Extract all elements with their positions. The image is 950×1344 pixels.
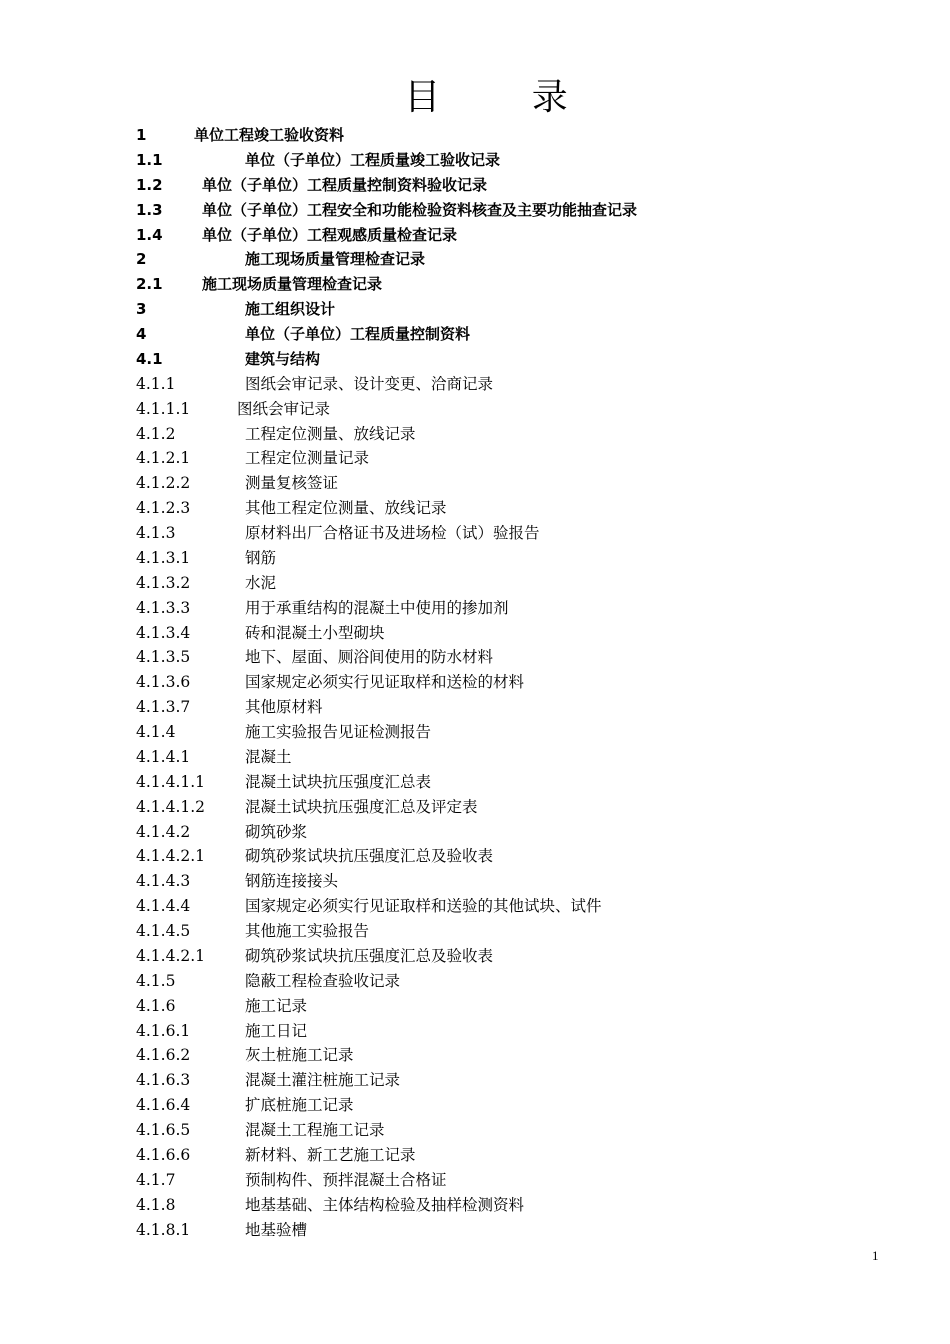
page-title: 目 录 [404, 77, 608, 118]
toc-entry-title: 国家规定必须实行见证取样和送检的材料 [245, 673, 525, 692]
toc-entry-number: 4.1.4 [136, 723, 176, 741]
toc-entry [136, 869, 836, 894]
toc-entry-number: 4.1.2.2 [136, 474, 191, 493]
toc-entry [136, 645, 836, 670]
toc-entry [136, 297, 836, 322]
toc-entry-number: 4.1.3.3 [136, 598, 191, 617]
toc-entry [136, 844, 836, 869]
toc-entry-number: 4.1.4.1.2 [136, 797, 206, 816]
toc-entry [136, 1019, 836, 1044]
toc-entry-number: 4.1.6.3 [136, 1071, 191, 1090]
toc-entry [136, 820, 836, 845]
toc-entry-title: 单位（子单位）工程质量控制资料 [245, 325, 471, 343]
toc-entry-number: 4.1.2 [136, 424, 176, 443]
toc-entry [136, 596, 836, 621]
toc-entry [136, 1068, 836, 1093]
toc-entry [136, 1218, 836, 1243]
toc-entry [136, 944, 836, 969]
toc-entry [136, 720, 836, 745]
toc-entry [136, 571, 836, 596]
toc-entry-number: 2 [136, 250, 147, 269]
toc-entry-title: 建筑与结构 [245, 349, 321, 368]
toc-entry [136, 745, 836, 770]
toc-entry [136, 546, 836, 571]
toc-entry [136, 123, 836, 148]
toc-entry [136, 422, 836, 447]
toc-entry [136, 621, 836, 646]
toc-entry-number: 1 [136, 126, 147, 144]
toc-entry-number: 4.1.8.1 [136, 1220, 191, 1239]
toc-entry-number: 4.1.3 [136, 524, 176, 542]
toc-entry [136, 397, 836, 422]
toc-entry [136, 795, 836, 820]
toc-entry-number: 4.1.3.7 [136, 698, 191, 717]
toc-entry-number: 4.1.8 [136, 1195, 176, 1214]
toc-entry [136, 272, 836, 297]
toc-entry-title: 施工日记 [245, 1021, 308, 1040]
toc-entry-title: 预制构件、预拌混凝土合格证 [245, 1170, 447, 1189]
toc-entry [136, 919, 836, 944]
toc-entry-title: 砌筑砂浆试块抗压强度汇总及验收表 [245, 946, 494, 965]
toc-entry-number: 4.1.6 [136, 996, 176, 1015]
toc-entry-title: 砌筑砂浆 [245, 822, 308, 841]
toc-entry-title: 施工实验报告见证检测报告 [245, 723, 432, 741]
toc-entry [136, 198, 836, 223]
toc-entry-title: 混凝土灌注桩施工记录 [245, 1071, 401, 1090]
toc-entry-number: 4.1.3.5 [136, 648, 191, 667]
toc-entry-number: 4.1.4.5 [136, 922, 191, 940]
toc-entry [136, 670, 836, 695]
toc-entry-number: 1.1 [136, 150, 163, 169]
toc-entry-number: 4.1.6.1 [136, 1021, 191, 1040]
toc-entry-number: 4.1.4.1.1 [136, 772, 206, 791]
toc-entry-title: 单位（子单位）工程安全和功能检验资料核查及主要功能抽查记录 [202, 200, 638, 219]
toc-entry-number: 4.1.4.2 [136, 822, 191, 841]
toc-entry-number: 4.1.6.6 [136, 1145, 191, 1164]
toc-entry-title: 单位（子单位）工程质量竣工验收记录 [245, 150, 501, 169]
toc-entry-title: 钢筋连接接头 [245, 872, 339, 891]
toc-entry-title: 其他施工实验报告 [245, 922, 370, 940]
toc-entry-title: 新材料、新工艺施工记录 [245, 1145, 416, 1164]
toc-entry-number: 2.1 [136, 275, 163, 294]
toc-entry-title: 施工现场质量管理检查记录 [202, 275, 383, 294]
toc-entry [136, 994, 836, 1019]
toc-entry-title: 其他工程定位测量、放线记录 [245, 499, 447, 518]
toc-entry-number: 4.1.3.2 [136, 573, 191, 592]
toc-entry-number: 4.1.2.3 [136, 499, 191, 518]
toc-entry-number: 4.1.7 [136, 1170, 176, 1189]
toc-entry-number: 4.1.4.3 [136, 872, 191, 891]
toc-entry-title: 灰土桩施工记录 [245, 1046, 354, 1065]
toc-entry-number: 4 [136, 325, 147, 343]
toc-entry-title: 原材料出厂合格证书及进场检（试）验报告 [245, 524, 540, 542]
toc-entry [136, 1168, 836, 1193]
toc-entry-title: 图纸会审记录、设计变更、洽商记录 [245, 374, 494, 393]
toc-entry-number: 4.1.4.2.1 [136, 946, 206, 965]
toc-entry [136, 173, 836, 198]
toc-entry [136, 894, 836, 919]
toc-entry-title: 钢筋 [245, 548, 277, 567]
toc-entry-number: 4.1.1.1 [136, 399, 191, 418]
toc-entry-title: 测量复核签证 [245, 474, 339, 493]
toc-entry-number: 4.1.4.4 [136, 897, 191, 916]
toc-entry-title: 图纸会审记录 [237, 399, 331, 418]
toc-entry [136, 496, 836, 521]
toc-entry-title: 施工现场质量管理检查记录 [245, 250, 426, 269]
toc-entry-title: 国家规定必须实行见证取样和送验的其他试块、试件 [245, 897, 602, 916]
toc-entry [136, 247, 836, 272]
toc-entry-number: 3 [136, 300, 147, 319]
toc-entry [136, 347, 836, 372]
toc-entry [136, 770, 836, 795]
toc-entry-number: 1.3 [136, 200, 163, 219]
toc-entry-number: 4.1.1 [136, 374, 176, 393]
toc-entry-number: 4.1.5 [136, 971, 176, 990]
toc-entry [136, 695, 836, 720]
toc-entry [136, 1143, 836, 1168]
toc-entry-number: 4.1.6.2 [136, 1046, 191, 1065]
toc-entry-title: 其他原材料 [245, 698, 323, 717]
toc-entry-number: 4.1.4.1 [136, 747, 191, 766]
toc-entry-number: 1.2 [136, 175, 163, 194]
toc-entry-title: 砌筑砂浆试块抗压强度汇总及验收表 [245, 847, 494, 866]
toc-entry-title: 地基验槽 [245, 1220, 308, 1239]
toc-entry [136, 1043, 836, 1068]
toc-entry [136, 521, 836, 546]
toc-entry-title: 混凝土试块抗压强度汇总表 [245, 772, 432, 791]
toc-entry [136, 1193, 836, 1218]
toc-entry-title: 施工记录 [245, 996, 308, 1015]
toc-entry-title: 砖和混凝土小型砌块 [245, 623, 385, 642]
table-of-contents [136, 123, 836, 1242]
toc-entry-number: 4.1.3.1 [136, 548, 191, 567]
toc-entry-title: 单位（子单位）工程质量控制资料验收记录 [202, 175, 488, 194]
toc-entry-title: 单位（子单位）工程观感质量检查记录 [202, 225, 458, 244]
toc-entry [136, 223, 836, 248]
toc-entry [136, 1118, 836, 1143]
toc-entry-title: 扩底桩施工记录 [245, 1096, 354, 1115]
toc-entry-number: 4.1 [136, 349, 163, 368]
toc-entry-number: 4.1.4.2.1 [136, 847, 206, 866]
toc-entry-number: 1.4 [136, 225, 163, 244]
toc-entry-number: 4.1.6.4 [136, 1096, 191, 1115]
toc-entry-number: 4.1.2.1 [136, 449, 191, 468]
toc-entry [136, 372, 836, 397]
page-number: 1 [872, 1248, 879, 1263]
toc-entry [136, 446, 836, 471]
toc-entry-title: 用于承重结构的混凝土中使用的掺加剂 [245, 598, 509, 617]
toc-entry-title: 水泥 [245, 573, 277, 592]
toc-entry [136, 322, 836, 347]
toc-entry-number: 4.1.3.4 [136, 623, 191, 642]
toc-entry-title: 混凝土工程施工记录 [245, 1121, 385, 1139]
toc-entry [136, 1093, 836, 1118]
toc-entry-number: 4.1.3.6 [136, 673, 191, 692]
toc-entry-number: 4.1.6.5 [136, 1121, 191, 1139]
toc-entry-title: 隐蔽工程检查验收记录 [245, 971, 401, 990]
toc-entry-title: 地基基础、主体结构检验及抽样检测资料 [245, 1195, 525, 1214]
toc-entry-title: 施工组织设计 [245, 300, 336, 319]
toc-entry-title: 单位工程竣工验收资料 [194, 126, 345, 144]
toc-entry-title: 混凝土 [245, 747, 292, 766]
toc-entry [136, 471, 836, 496]
toc-entry [136, 148, 836, 173]
toc-entry-title: 混凝土试块抗压强度汇总及评定表 [245, 797, 478, 816]
toc-entry [136, 969, 836, 994]
toc-entry-title: 工程定位测量、放线记录 [245, 424, 416, 443]
toc-entry-title: 工程定位测量记录 [245, 449, 370, 468]
toc-entry-title: 地下、屋面、厕浴间使用的防水材料 [245, 648, 494, 667]
